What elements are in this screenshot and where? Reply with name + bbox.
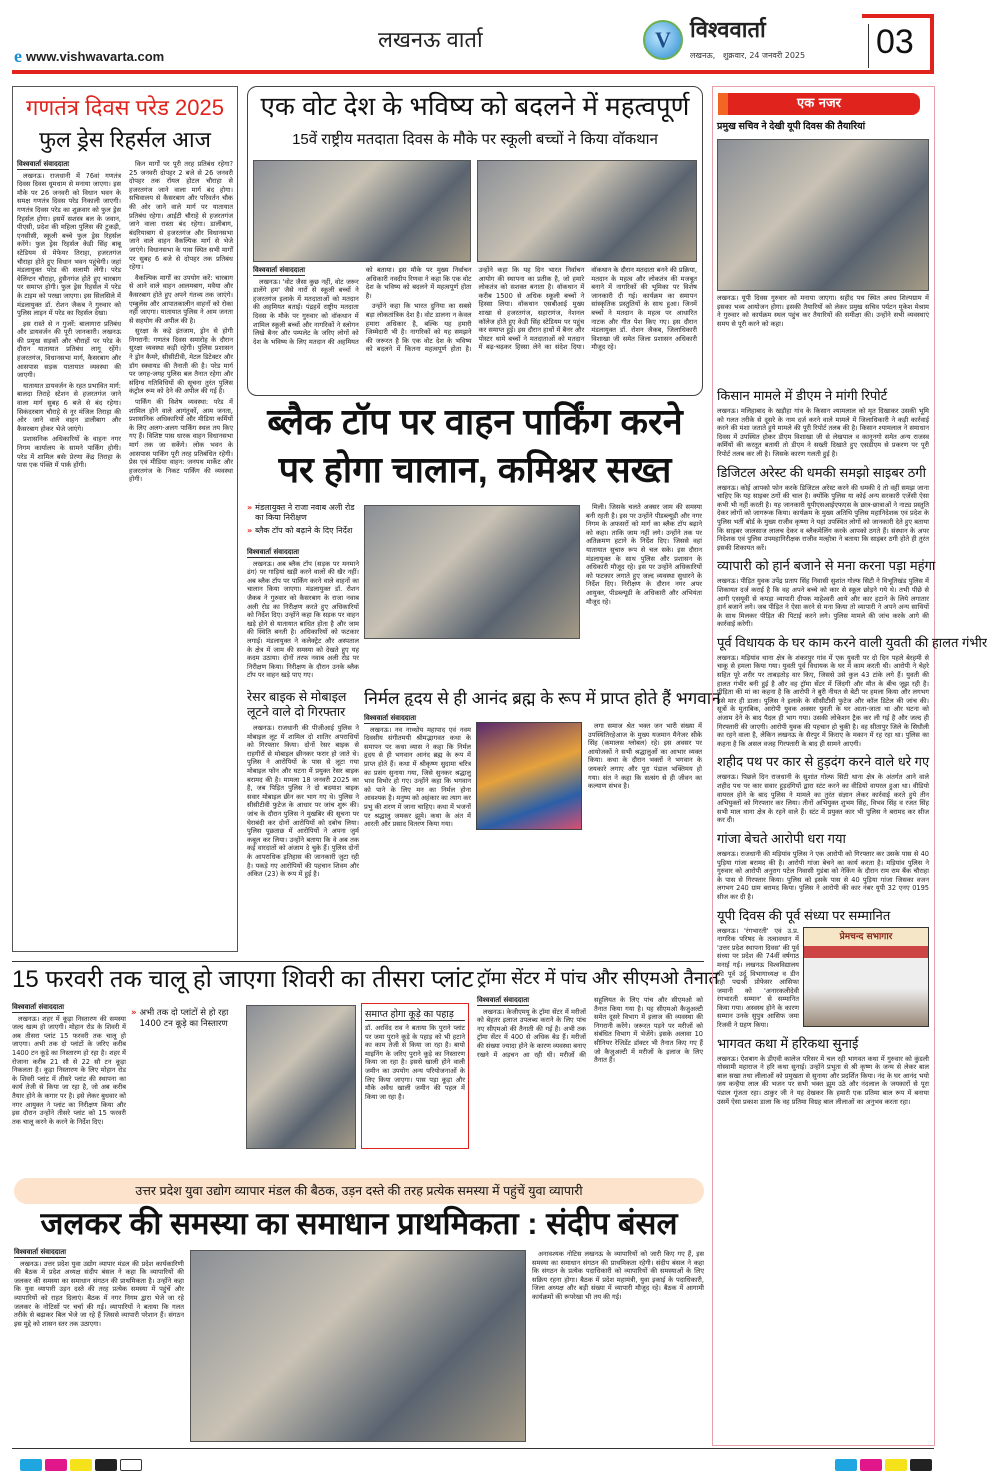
shivri-title: 15 फरवरी तक चालू हो जाएगा शिवरी का तीसरा प्लांट [12,966,474,993]
news-brief: पूर्व विधायक के घर काम करने वाली युवती की हालत गंभीर लखनऊ। मड़ियांव थाना क्षेत्र के शंकरपुर गांव में एक युवती पर दो दिन पहले बेरहमी से चाकू से हमला किया गया। युवती पूर्व विधायक के घर में काम करती थी। आरोपी ने चेहरे सहित पूरे शरीर पर ताबड़तोड़ वार किए, जिससे उसे कुल 43 टांके लगे हैं। युवती की हालत गंभीर बनी हुई है और वह ट्रॉमा सेंटर में जिंदगी और मौत के बीच जूझ रही है। पीड़िता की मां का कहना है कि आरोपी ने बुरी नीयत से बेटी पर हमला किया और लगभग उसे मार ही डाला। पुलिस ने इलाके के सीसीटीवी फुटेज और कॉल डिटेल की जांच की। सूत्रों के मुताबिक, आरोपी युवक अक्सर युवती के घर आता-जाता था और घटना को अंजाम देने के बाद पैदल ही भाग गया। उसकी लोकेशन ट्रैक कर ली गई है और जल्द ही गिरफ्तारी की जाएगी। आरोपी युवक की पहचान हो चुकी है। वह सीतापुर जिले के सिधौली का रहने वाला है, लेकिन लखनऊ के सैरपुर में किराए के मकान में रह रहा था। पुलिस का कहना है कि असल वजह गिरफ्तारी के बाद ही सामने आएगी। [717,634,987,748]
walkathon-title: एक वोट देश के भविष्य को बदलने में महत्वपूर्ण [260,91,690,121]
paragraph: वैकल्पिक मार्गों का उपयोग करें: चारबाग से आने वाले वाहन आलमबाग, मवैया और कैसरबाग होते हुए अपने गंतव्य तक जाएंगे। एम्बुलेंस और आपातकालीन वाहनों को रोका नहीं जाएगा। यातायात पुलिस ने आम जनता से सहयोग की अपील की है। [129,273,233,325]
paragraph: उन्होंने कहा कि भारत दुनिया का सबसे बड़ा लोकतांत्रिक देश है। वोट डालना न केवल हमारा अधिकार है, बल्कि यह हमारी जिम्मेदारी भी है। नागरिकों को यह समझने की जरूरत है कि एक वोट देश के भविष्य को बदलने में कितना महत्वपूर्ण होता है। उन्होंने कहा कि यह दिन भारत निर्वाचन आयोग की स्थापना का प्रतीक है, जो हमारे लोकतंत्र को सशक्त बनाता है। वॉकथान में करीब 1500 से अधिक स्कूली बच्चों ने हिस्सा लिया। वॉकथान एसबीआई मुख्य शाखा से हजरतगंज, सहारागंज, नेशनल कॉलेज होते हुए केडी सिंह स्टेडियम पर पहुंच कर समाप्त हुई। इस दौरान हाथों में बैनर और पोस्टर थामे बच्चों ने मतदाताओं को मतदान में बढ़-चढ़कर हिस्सा लेने का संदेश दिया। वॉकथान के दौरान मतदाता बनने की प्रक्रिया, मतदान के महत्व और लोकतंत्र की मजबूत बनाने में नागरिकों की भूमिका पर विशेष जानकारी दी गई। कार्यक्रम का समापन सांस्कृतिक प्रस्तुतियों के साथ हुआ। जिनमें बच्चों ने मतदान के महत्व पर आधारित नाटक और गीत पेश किए गए। इस दौरान मंडलायुक्त डॉ. रोशन जैकब, जिलाधिकारी विशाखा जी समेत जिला प्रशासन अधिकारी मौजूद रहे। [365,266,697,354]
paragraph: सुरक्षा के कड़े इंतजाम, ड्रोन से होगी निगरानी: गणतंत्र दिवस समारोह के दौरान सुरक्षा व्यवस्था कड़ी रहेगी। पुलिस प्रशासन ने ड्रोन कैमरे, सीसीटीवी, मेटल डिटेक्टर और डॉग स्क्वायड की तैनाती की है। परेड मार्ग पर जगह-जगह पुलिस बल तैनात रहेगा और संदिग्ध गतिविधियों की सूचना तुरंत पुलिस कंट्रोल रूम को देने की अपील की गई है। [129,327,233,396]
paragraph: किन मार्गों पर पूरी तरह प्रतिबंध रहेगा? 25 जनवरी दोपहर 2 बजे से 26 जनवरी दोपहर तक रॉयल होटल चौराहा से हजरतगंज जाने वाला मार्ग बंद होगा। सचिवालय से कैसरबाग और परिवर्तन चौक की ओर जाने वाले मार्ग पर यातायात प्रतिबंध रहेगा। आईटी चौराहे से हजरतगंज जाने वाला रास्ता बंद रहेगा। डालीबाग, बंदरियाबाग से हजरतगंज और विधानसभा जाने वाले वाहन वैकल्पिक मार्ग से भेजे जाएंगे। विधानसभा के पास स्थित सभी मार्गों पर सुबह 6 बजे से दोपहर तक प्रतिबंध रहेगा। [129,160,233,272]
bhagwan-body [364,714,471,956]
paragraph: लखनऊ। अब ब्लैक टॉप (सड़क पर मनमाने ढंग) पर गाड़ियां खड़ी करने वालों की खैर नहीं। अब ब्लैक टॉप पर पार्किंग करने वाले वाहनों का चालान किया जाएगा। मंडलायुक्त डॉ. रोशन जैकब ने गुरुवार को कैसरबाग के राजा नवाब अली रोड का निरीक्षण करते हुए अधिकारियों को निर्देश दिए। उन्होंने कहा कि सड़क पर वाहन खड़े होने से यातायात बाधित होता है और जाम की स्थिति बनती है। अधिकारियों को फटकार लगाई। मंडलायुक्त ने कलेक्ट्रेट और अस्पताल के क्षेत्र में जाम की समस्या को देखते हुए यह कदम उठाया। दोनों तरफ नवाब अली रोड पर निरीक्षण किया। निरीक्षण के दौरान उनके ब्लैक टॉप पर वाहन खड़े पाए गए। [247,559,359,680]
browser-e-icon: e [14,46,22,66]
honor-photo [803,927,929,1027]
honor-brief: यूपी दिवस की पूर्व संध्या पर सम्मानित प्रेमचन्द सभागार लखनऊ। 'रंगभारती' एवं उ.प्र. नागरिक परिषद के तत्वावधान में 'उत्तर प्रदेश स्थापना दिवस' की पूर्व संध्या पर प्रदेश की 74वीं वर्षगाठ मनाई गई। लखनऊ विश्वविद्यालय की पूर्व उर्दू विभागाध्यक्ष व डीन रही पद्मश्री प्रोफेसर आसिफा जमानी को 'अनारकलीदेवी रंगभारती सम्मान' से सम्मानित किया गया। अस्वस्थ होने के कारण सम्मान उनके सुपुत्र आसिफ जमा रिजवी ने ग्रहण किया। [717,906,929,1030]
racer-body [247,724,359,956]
vyapari-photo [190,1250,526,1442]
paragraph: लगा समाज श्रेत भक्त जन भारी संख्या में उपस्थितिरहेआज के मुख्य यजमान मैनेजर सीके सिंह (कमालस ग्लोबल) रहे। इस अवसर पर आयोजकों ने सभी श्रद्धालुओं का आभार व्यक्त किया। कथा के दौरान भक्तों ने भगवान के जयकारे लगाए और पूरा पंडाल भक्तिमय हो गया। संत ने कहा कि सत्संग से ही जीवन का कल्याण संभव है। [588,722,702,791]
vyapari-kicker: उत्तर प्रदेश युवा उद्योग व्यापार मंडल की बैठक, उड़न दस्ते की तरह प्रत्येक समस्या में पहुंचें युवा व्यापारी [14,1178,704,1204]
byline: विश्ववार्ता संवाददाता [247,548,300,556]
parade-subtitle: फुल ड्रेस रिहर्सल आज [39,127,211,152]
walkathon-subtitle: 15वें राष्ट्रीय मतदाता दिवस के मौके पर स्कूली बच्चों ने किया वॉकथान [292,131,658,148]
paragraph: यातायात डायवर्जन के रहत प्रभावित मार्ग: बालदा तिराहे स्टेशन से हजरतगंज जाने वाला मार्ग सुबह 6 बजे से बंद रहेगा। सिकंदरबाग चौराहे से नूर मंजिल तिराहा की ओर जाने वाले वाहन डालीबाग और कैसरबाग होकर भेजे जाएंगे। [17,381,121,433]
walkathon-body [253,266,697,390]
paragraph: लखनऊ। केजीएमयू के ट्रॉमा सेंटर में मरीजों को बेहतर इलाज उपलब्ध कराने के लिए पांच नए सीएमओ की तैनाती की गई है। अभी तक ट्रॉमा सेंटर में 400 से अधिक बेड हैं। मरीजों की संख्या ज्यादा होने के कारण व्यवस्था बनाए रखने में अड़चन आ रही थी। मरीजों की सहूलियत के लिए पांच और सीएमओ को तैनात किया गया है। यह सीएमओ कैजुअल्टी समेत दूसरे विभाग में इलाज की व्यवस्था की निगरानी करेंगे। जरूरत पड़ने पर मरीजों को संबंधित विभाग में भेजेंगे। इसके अलावा 10 सीनियर रेजिडेंट डॉक्टर भी तैनात किए गए हैं जो कैजुअल्टी में मरीजों के इलाज के लिए तैनात हैं। [477,996,703,1065]
section-title: लखनऊ वार्ता [378,27,483,52]
walkathon-photo [253,160,471,262]
paragraph: लखनऊ। उत्तर प्रदेश युवा उद्योग व्यापार मंडल की प्रदेश कार्यकारिणी की बैठक में प्रदेश अध्यक्ष संदीप बंसल ने कहा कि व्यापारियों की जलकर की समस्या का समाधान संगठन की प्राथमिकता है। उन्होंने कहा कि युवा व्यापारी उड़न दस्ते की तरह प्रत्येक समस्या में पहुंचें और व्यापारियों को राहत दिलाएं। बैठक में नगर निगम द्वारा भेजे जा रहे जलकर के नोटिसों पर चर्चा की गई। व्यापारियों ने बताया कि गलत तरीके से बढ़ाकर बिल भेजे जा रहे हैं जिससे व्यापारी परेशान हैं। संगठन इस मुद्दे को शासन स्तर तक उठाएगा। [14,1259,184,1328]
registration-marks [20,1456,145,1475]
paragraph: लखनऊ। नव नाथ्धोय महापाद एवं नवम दिवसीय संगीतमयी श्रीमद्भागवत कथा के समापन पर कथा व्यास ने कहा कि निर्मल हृदय से ही भगवान आनंद ब्रह्म के रूप में प्राप्त होते हैं। कथा में श्रीकृष्ण सुदामा चरित्र का प्रसंग सुनाया गया, जिसे सुनकर श्रद्धालु भाव विभोर हो गए। उन्होंने कहा कि भगवान को पाने के लिए मन का निर्मल होना आवश्यक है। मनुष्य को अहंकार का त्याग कर प्रभु की शरण में जाना चाहिए। कथा में भजनों पर श्रद्धालु जमकर झूमे। कथा के अंत में आरती और प्रसाद वितरण किया गया। [364,725,472,829]
double-chevron-icon: » [131,1008,137,1018]
byline: विश्ववार्ता संवाददाता [253,266,306,274]
paragraph: पार्किंग की विशेष व्यवस्था: परेड में शामिल होने वाले आगंतुकों, आम जनता, प्रशासनिक अधिकारियों और मीडिया कर्मियों के लिए अलग-अलग पार्किंग स्थल तय किए गए हैं। विशिष्ट पास धारक वाहन विधानसभा मार्ग तक जा सकेंगे। लोक भवन के आसपास पार्किंग पूरी तरह प्रतिबंधित रहेगी। प्रेस एवं मीडिया वाहन: जनपथ मार्केट और हजरतगंज के निकट पार्किंग की व्यवस्था होगी। [129,398,233,484]
news-brief: व्यापारी को हार्न बजाने से मना करना पड़ा महंगा लखनऊ। पीड़ित युवक उपेंद्र प्रताप सिंह निवासी सुशांत गोल्फ सिटी ने विभूतिखंड पुलिस में शिकायत दर्ज कराई है कि वह अपने बच्चे को कार से स्कूल छोड़ने गये थे। तभी पीछे से आगी एसयूवी से कपड़ा व्यापारी दीपक माहेश्वरी आये और कार हटाने के लिये लगातार हार्न बजाने लगे। जब पीड़ित ने ऐसा करने से मना किया तो व्यापारी ने अपने अन्य साथियों के साथ मिलकर पीड़ित की पिटाई करने लगे। पुलिस मामले की जांच करके आगे की कार्रवाई करेगी। [717,558,936,629]
divider [12,961,704,962]
garbage-box [361,1003,469,1149]
parking-highlights [247,503,359,536]
racer-title: रेसर बाइक से मोबाइल लूटने वाले दो गिरफ्तार [247,690,347,719]
trauma-title: ट्रॉमा सेंटर में पांच और सीएमओ तैनात [477,968,719,988]
garbage-box-text: डॉ. अरविंद राव ने बताया कि पुराने प्लांट पर जमा पुराने कूड़े के पहाड़ को भी हटाने का काम तेजी से किया जा रहा है। बायो माइनिंग के जरिए पुराने कूड़े का निस्तारण किया जा रहा है। इससे खाली होने वाली जमीन का उपयोग अन्य परियोजनाओं के लिए किया जाएगा। पास पड़ा कूड़ा और मौके अवैध खाली जमीन की पहल में किया जा रहा है। [365,1024,465,1101]
ek-nazar-tab: एक नजर [718,93,920,115]
news-brief: शहीद पथ पर कार से हुड़दंग करने वाले धरे गए लखनऊ। पिछले दिन राजधानी के सुशांत गोल्फ सिटी थाना क्षेत्र के अंतर्गत आने वाले शहीद पथ पर कार सवार हुड़दंगियों द्वारा स्टंट करने का वीडियो वायरल हुआ था। वीडियो वायरल होने के बाद पुलिस ने मामले का तुरंत संज्ञान लेकर कार्रवाई करते हुये तीन अभियुक्तों को गिरफ्तार कर लिया। तीनों अभियुक्त शुभम सिंह, विभव सिंह व रजत सिंह सभी माल थाना क्षेत्र के रहने वाले हैं। स्टंट में प्रयुक्त कार भी पुलिस ने बरामद कर सीज कर दी। [717,754,930,825]
double-chevron-icon: » [247,526,253,535]
parade-title: गणतंत्र दिवस परेड 2025 [25,95,224,120]
parking-photo [364,505,580,639]
parking-body [247,548,359,684]
paragraph: प्रशासनिक अधिकारियों के वाहनः नगर निगम कार्यालय के सामने पार्किंग होगी। परेड में शामिल बसेः प्रेरणा केंद्र तिराहा के पास एक पंक्ति में पार्क होंगी। [17,435,121,470]
byline: विश्ववार्ता संवाददाता [12,1003,65,1011]
website-link[interactable] [14,46,164,67]
vyapari-body [14,1248,184,1442]
news-brief: डिजिटल अरेस्ट की धमकी समझो साइबर ठगी लखनऊ। कोई आपको फोन करके डिजिटल अरेस्ट करने की धमकी दे तो वहीं समझ जाना चाहिए कि यह साइबर ठगों की चाल है। क्योंकि पुलिस या कोई अन्य सरकारी एजेंसी ऐसा कभी भी नहीं करती है। यह जानकारी यूपीएसआईएफएस के छात्र-छात्राओं ने नाट्य प्रस्तुति देकर लोगों को जागरूक किया। कार्यक्रम के मुख्य अतिथि पुलिस महानिदेशक एवं प्रदेश के पुलिस भर्ती बोर्ड के मुख्य राजीव कृष्णा ने यहां उपस्थित लोगों को जानकारी देते हुए बताया कि साइबर जालसाज लालच देकर व ब्लैकमेलिंग करके आपको ठगते हैं। संस्थान के अपर निदेशक एवं पुलिस उपमहानिरीक्षक राजीव मल्होत्रा ने बताया कि साइबर ठगी होते ही तुरंत इसकी शिकायत करें। [717,464,929,552]
parking-title-line1: ब्लैक टॉप पर वाहन पार्किंग करने [267,401,683,442]
footer-rule [12,1448,934,1449]
divider [868,24,869,68]
shivri-body [12,1003,126,1149]
page-number: 03 [876,23,914,61]
news-brief: किसान मामले में डीएम ने मांगी रिपोर्ट लखनऊ। मलिहाबाद के खड़ौहा गांव के किसान श्यामलाल को मृत दिखाकर उसकी भूमि को गलत तरीके से दूसरे के नाम दर्ज करने वाले मामले में जिलाधिकारी ने कड़ी कार्रवाई करने की मंशा जताते हुये मामले की पूरी रिपोर्ट तलब की है। किसान श्यामलाल ने समाधान दिवस में उपस्थित होकर डीएम विशाखा जी से लेखपाल व कानूनगो समेत अन्य राजस्व कर्मियों की करतूत बतायी तो डीएम ने सख्ती दिखाते हुए एसडीएम से प्रकरण पर पूरी रिपोर्ट तलब कर ली है। जिसके कारण गलती हुई है। [717,388,929,458]
registration-marks [835,1456,935,1475]
paragraph: लखनऊ। शहर में कूड़ा निस्तारण की समस्या जल्द खत्म हो जाएगी। मोहान रोड के शिवरी में अब तीसरा प्लांट 15 फरवरी तक चालू हो जाएगा। अभी तक दो प्लांटों के जरिए करीब 1400 टन कूड़े का निस्तारण हो रहा है। शहर में रोजाना करीब 21 सौ से 22 सौ टन कूड़ा निकलता है। कूड़ा निस्तारण के लिए मोहान रोड के शिवरी प्लांट में तीसरे प्लांट की स्थापना का कार्य तेजी से किया जा रहा है, जो अब करीब तैयार होने के कगार पर है। इसे लेकर बुधवार को नगर आयुक्त ने प्लांट का निरीक्षण किया और इस दौरान उन्होंने तीसरे प्लांट को 15 फरवरी तक चालू करने के करने के निर्देश दिए। [12,1014,126,1126]
header-rule [12,70,934,74]
vishwavarta-logo-icon: V [643,20,683,60]
paragraph: लखनऊ। 'वोट जैसा कुछ नहीं, वोट जरूर डालेंगे हम' जैसे नारों से स्कूली बच्चों ने हजरतगंज इलाके में मतदाताओं को मतदान की अहमियत बताई। पंद्रहवें राष्ट्रीय मतदाता दिवस के मौके पर गुरुवार को वॉकथान में शामिल स्कूली बच्चों और नागरिकों ने स्लोगन लिखे बैनर और पम्पलेट के जरिए लोगों को देश के भविष्य के लिए मतदान की अहमियत को बताया। इस मौके पर मुख्य निर्वाचन अधिकारी नवदीप रिणवा ने कहा कि एक वोट देश के भविष्य को बदलने में महत्वपूर्ण होता है। [253,266,472,346]
byline: विश्ववार्ता संवाददाता [14,1248,67,1256]
garbage-box-title: समाप्त होगा कूड़े का पहाड़ [365,1007,465,1021]
brand-name: विश्ववार्ता [690,17,766,42]
paragraph: लखनऊ। राजधानी में 76वां गणतंत्र दिवस दिवस धूमधाम से मनाया जाएगा। इस मौके पर 26 जनवरी को विधान भवन के समक्ष गणतंत्र दिवस परेड निकाली जाएगी। गणतंत्र दिवस परेड का शुक्रवार को फुल ड्रेस रिहर्सल होगा। इसमें सशस्त्र बल के जवान, पीएसी, प्रदेश की महिला पुलिस की टुकड़ी, एनसीसी, स्कूली बच्चे फुल ड्रेस रिहर्सल करेंगे। फुल ड्रेस रिहर्सल केडी सिंह बाबू स्टेडियम से मेफेयर तिराहा, हजरतगंज चौराहा होते हुए विधान भवन पहुंचेगी। जहां मंडलायुक्त परेड की सलामी लेंगी। परेड वेलिंग्टन चौराहा, हुसैनगंज होते हुए चारबाग पर समाप्त होगी। फुल ड्रेस रिहर्सल में परेड के टाइम को परखा जाएगा। इस सिलसिले में मंडलायुक्त डॉ. रोशन जैकब ने गुरुवार को पुलिस लाइन में परेड का रिहर्सल देखा। [17,171,121,318]
parking-title-line2: पर होगा चालान, कमिश्नर सख्त [278,449,672,490]
paragraph: लखनऊ। राजधानी की पीजीआई पुलिस ने मोबाइल लूट में शामिल दो शातिर अपराधियों को गिरफ्तार किया। दोनों रेसर बाइक से राहगीरों से मोबाइल छीनकर फरार हो जाते थे। पुलिस ने आरोपियों के पास से लूटा गया मोबाइल फोन और घटना में प्रयुक्त रेसर बाइक बरामद की है। मामला 18 जनवरी 2025 का है, जब पिड़ित पुलिस ने दो बदमाश बाइक सवार मोबाइल छीन कर भाग गए थे। पुलिस ने सीसीटीवी फुटेज के आधार पर जांच शुरू की। जांच के दौरान पुलिस ने मुखबिर की सूचना पर घेराबंदी कर दोनों आरोपियों को दबोच लिया। पुलिस पूछताछ में आरोपियों ने अपना जुर्म कबूल कर लिया। उन्होंने बताया कि वे अब तक कई वारदातों को अंजाम दे चुके हैं। पुलिस दोनों के आपराधिक इतिहास की जानकारी जुटा रही है। पकड़े गए आरोपियों की पहचान शिवम और अंकित (23) के रूप में हुई है। [247,724,359,879]
walkathon-photo [477,160,697,262]
sidebar-stories [717,382,987,1440]
website-url: www.vishwavarta.com [26,49,165,64]
paragraph: मिली। जिसके चलते अक्सर जाम की समस्या बनी रहती है। इस पर उन्होंने पीडब्ल्यूडी और नगर निगम के अफसरों को मार्ग का ब्लैक टॉप बढ़ाने को कहा। ताकि जाम नहीं लगे। उन्होंने तक पर अतिक्रमण हटाने के निर्देश दिए। जिससे वहां यातायात सुचारु रूप से चल सके। इस दौरान मंडलायुक्त के साथ पुलिस और प्रशासन के अधिकारी मौजूद रहे। इस पर उन्होंने अधिकारियों को फटकार लगाते हुए जल्द व्यवस्था सुधारने के निर्देश दिए। निरीक्षण के दौरान नगर अपर आयुक्त, पीडब्ल्यूडी के अधिकारी और अभियंता मौजूद रहे। [586,503,702,606]
sidebar-lead-text: लखनऊ। यूपी दिवस गुरुवार को मनाया जाएगा। सहीद पथ स्थित अवध शिल्पग्राम में इसका भव्य आयोजन होगा। इसकी तैयारियों को लेकर प्रमुख सचिव पर्यटन मुकेश मेश्राम ने गुरुवार को कार्यक्रम स्थल पहुंच कर तैयारियों की समीक्षा की। उन्होंने सभी व्यवस्थाएं समय से पूरी करने को कहा। [717,294,929,328]
shivri-photo [246,1005,356,1149]
double-chevron-icon: » [247,503,253,512]
paragraph: अनावश्यक नोटिस लखनऊ के व्यापारियों को जारी किए गए हैं, इस समस्या का समाधान संगठन की प्राथमिकता रहेगी। संदीप बंसल ने कहा कि संगठन के प्रत्येक पदाधिकारी को व्यापारियों की समस्याओं के लिए सक्रिय रहना होगा। बैठक में प्रदेश महामंत्री, युवा इकाई के पदाधिकारी, जिला अध्यक्ष और बड़ी संख्या में व्यापारी मौजूद रहे। बैठक में आगामी कार्यक्रमों की रूपरेखा भी तय की गई। [532,1250,704,1301]
news-brief: गांजा बेचते आरोपी धरा गया लखनऊ। राजधानी की मड़ियांव पुलिस ने एक आरोपी को गिरफ्तार कर उसके पास से 40 पुड़िया गांजा बरामद की है। आरोपी गांजा बेचने का कार्य करता है। मड़ियांव पुलिस ने गुरुवार को आरोपी अनुराग पटेल निवासी गुडंबा को नेकिंग के दौरान राम राम बैंक चौराहा के पास से गिरफ्तार किया। पुलिस को इसके पास से 40 पुड़िया गांजा जिसका वजन लगभग 240 ग्राम बरामद किया। पुलिस ने आरोपी की कार नंबर यूपी 32 एनए 0195 सीज कर दी है। [717,830,929,901]
krishna-photo [476,722,582,830]
shivri-highlight: » अभी तक दो प्लांटों से हो रहा 1400 टन कूड़े का निस्तारण [131,1008,229,1029]
bhagwan-body-continued [588,722,702,956]
highlight-item: » ब्लैक टॉप को बढ़ाने के दिए निर्देश [247,526,353,535]
byline: विश्ववार्ता संवाददाता [477,996,530,1004]
parade-body [17,160,233,946]
sidebar-caption: प्रमुख सचिव ने देखी यूपी दिवस की तैयारियां [717,121,866,132]
parking-body-continued [586,503,702,683]
vyapari-body-continued [532,1250,704,1442]
news-brief: भागवत कथा में हरिकथा सुनाई लखनऊ। ऐशबाग के डीएवी कालेज परिसर में चल रही भागवत कथा में गुरुवार को कुंडली गोस्वामी महाराज ने हरि कथा सुनाई। उन्होंने प्रभुता से श्री कृष्ण के जन्म से लेकर बाल बाल सखा तथा लीलाओं को प्रमुखता से सुनाया और प्रदर्शित किया। नंद के घर आनंद भयो जय कन्हैया लाल की भजन पर सभी भक्त झूम उठे और नंदलाल के जयकारों से पूरा पंडाल गूंजता रहा। ठाकुर जी ने यह देखकर कि हमारी एक प्रतिमा बाल रूप में बनाया उसमें ऐसा प्रकाश डाला कि वह प्रतिमा विग्रह बाल लीलाओं का अनुभव करता रहा। [717,1035,929,1106]
bhagwan-title: निर्मल हृदय से ही आनंद ब्रह्म के रूप में प्राप्त होते हैं भगवान [364,689,721,708]
byline: विश्ववार्ता संवाददाता [364,714,417,722]
vyapari-title: जलकर की समस्या का समाधान प्राथमिकता : संदीप बंसल [40,1206,678,1241]
highlight-item: » मंडलायुक्त ने राजा नवाब अली रोड का किया निरीक्षण [247,503,355,522]
dateline: लखनऊ, शुक्रवार, 24 जनवरी 2025 [690,51,806,60]
trauma-body [477,996,703,1148]
byline: विश्ववार्ता संवाददाता [17,160,70,168]
paragraph: इस रास्ते से न गुजरें: बालागारा प्रतिबंध और डायवर्जन की पूरी जानकारी। लखनऊ की प्रमुख सड़कों और चौराहों पर परेड के दौरान यातायात प्रतिबंध लागू रहेंगे। हजरतगंज, विधानसभा मार्ग, कैसरबाग और आसपास सड़क यातायात व्यवस्था की जाएगी। [17,319,121,380]
photo-banner: प्रेमचन्द सभागार [804,928,928,946]
up-diwas-photo [717,139,929,291]
